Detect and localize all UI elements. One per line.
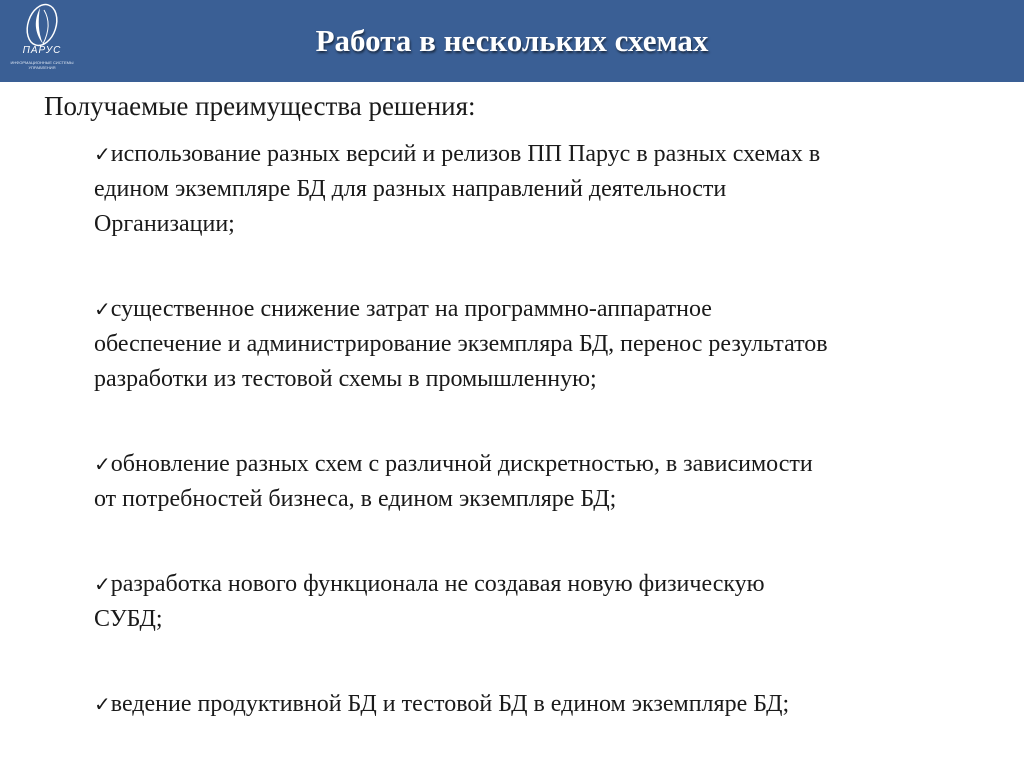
logo-subtitle: ИНФОРМАЦИОННЫЕ СИСТЕМЫ УПРАВЛЕНИЯ	[10, 60, 74, 70]
checkmark-icon: ✓	[94, 142, 111, 166]
title-bar	[0, 0, 1024, 82]
list-item-text: ведение продуктивной БД и тестовой БД в едином экземпляре БД;	[110, 691, 790, 717]
list-item-text: использование разных версий и релизов ПП Парус в разных схемах в едином экземпляре БД для разных направлений деятельности Организации;	[94, 141, 821, 237]
list-item-text: существенное снижение затрат на программно-аппаратное обеспечение и администрирование экземпляра БД, перенос результатов разработки из тестовой схемы в промышленную;	[94, 296, 828, 392]
list-item	[94, 687, 1014, 722]
intro-heading: Получаемые преимущества решения:	[44, 91, 476, 121]
benefits-list	[94, 137, 1014, 722]
list-item	[94, 567, 1014, 637]
list-item	[94, 137, 1014, 242]
checkmark-icon: ✓	[94, 297, 111, 321]
checkmark-icon: ✓	[94, 452, 111, 476]
list-item	[94, 447, 1014, 517]
checkmark-icon: ✓	[94, 692, 111, 716]
logo-name: ПАРУС	[22, 45, 62, 56]
checkmark-icon: ✓	[94, 572, 111, 596]
list-item-text: разработка нового функционала не создавая новую физическую СУБД;	[94, 571, 765, 632]
list-item-text: обновление разных схем с различной дискретностью, в зависимости от потребностей бизнеса, в едином экземпляре БД;	[94, 451, 813, 512]
list-item	[94, 292, 1014, 397]
slide-title: Работа в нескольких схемах	[315, 23, 709, 58]
